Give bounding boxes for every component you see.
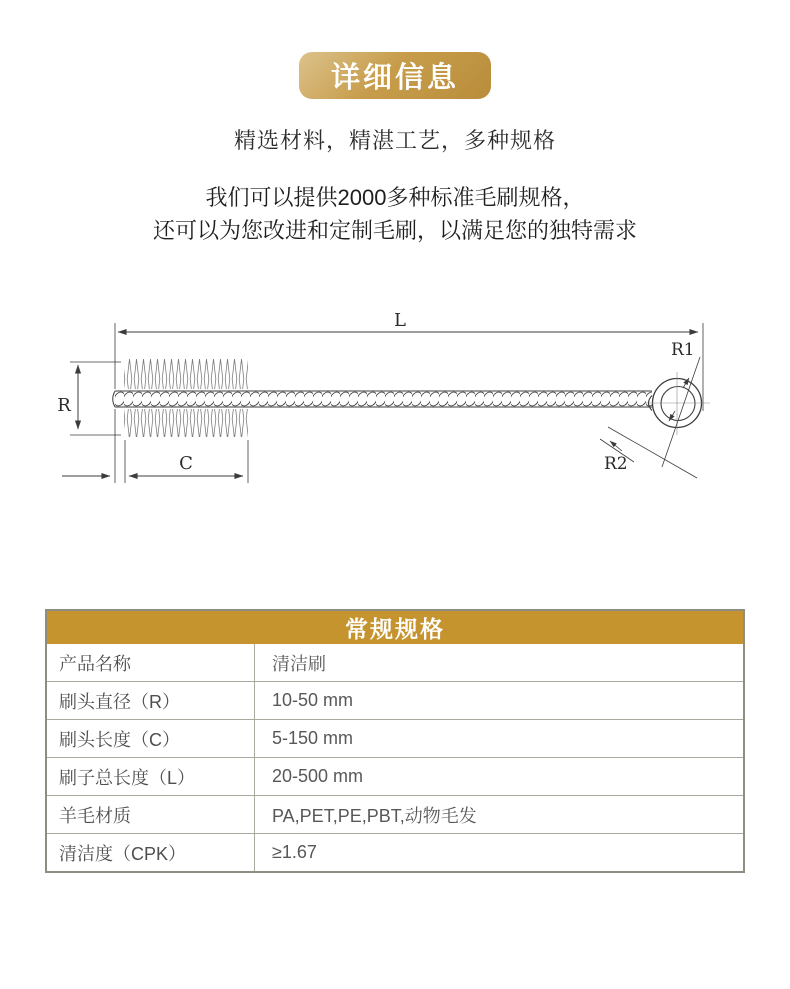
spec-value: PA,PET,PE,PBT,动物毛发 xyxy=(272,805,477,826)
spec-row-head-diameter xyxy=(47,681,743,719)
spec-value: 5-150 mm xyxy=(272,728,354,748)
spec-table-title: 常规规格 xyxy=(345,616,445,642)
dim-label-L: L xyxy=(394,310,406,331)
spec-label: 产品名称 xyxy=(47,644,255,681)
spec-row-head-length xyxy=(47,719,743,757)
spec-table xyxy=(45,609,745,873)
spec-value: 10-50 mm xyxy=(272,690,354,710)
spec-table-header xyxy=(47,611,743,644)
spec-label: 刷头长度（C） xyxy=(47,720,255,757)
spec-label: 刷子总长度（L） xyxy=(47,758,255,795)
spec-label: 清洁度（CPK） xyxy=(47,834,255,871)
spec-row-material xyxy=(47,795,743,833)
brush-stem xyxy=(113,389,654,409)
spec-row-total-length xyxy=(47,757,743,795)
dim-label-R1: R1 xyxy=(671,340,695,360)
detail-info-badge xyxy=(299,52,491,99)
brush-technical-drawing xyxy=(0,299,790,489)
dimension-head-diameter xyxy=(57,362,121,435)
dim-label-C: C xyxy=(179,453,193,474)
badge-label: 详细信息 xyxy=(330,62,459,94)
spec-label: 刷头直径（R） xyxy=(47,682,255,719)
callout-wire-radius xyxy=(600,427,697,478)
spec-row-cleanliness xyxy=(47,833,743,871)
spec-value: ≥1.67 xyxy=(272,842,317,862)
spec-label: 羊毛材质 xyxy=(47,796,255,833)
dimension-head-length xyxy=(62,440,248,483)
intro-paragraph xyxy=(0,181,790,247)
dim-label-R: R xyxy=(57,395,71,416)
intro-line-2: 还可以为您改进和定制毛刷，以满足您的独特需求 xyxy=(152,218,637,243)
brush-ring xyxy=(644,372,710,435)
intro-line-1: 我们可以提供2000多种标准毛刷规格， xyxy=(205,185,585,210)
spec-value: 20-500 mm xyxy=(272,766,364,786)
spec-row-product-name xyxy=(47,644,743,681)
tagline: 精选材料，精湛工艺，多种规格 xyxy=(233,128,556,153)
spec-value: 清洁刷 xyxy=(272,653,326,674)
dim-label-R2: R2 xyxy=(604,454,628,474)
